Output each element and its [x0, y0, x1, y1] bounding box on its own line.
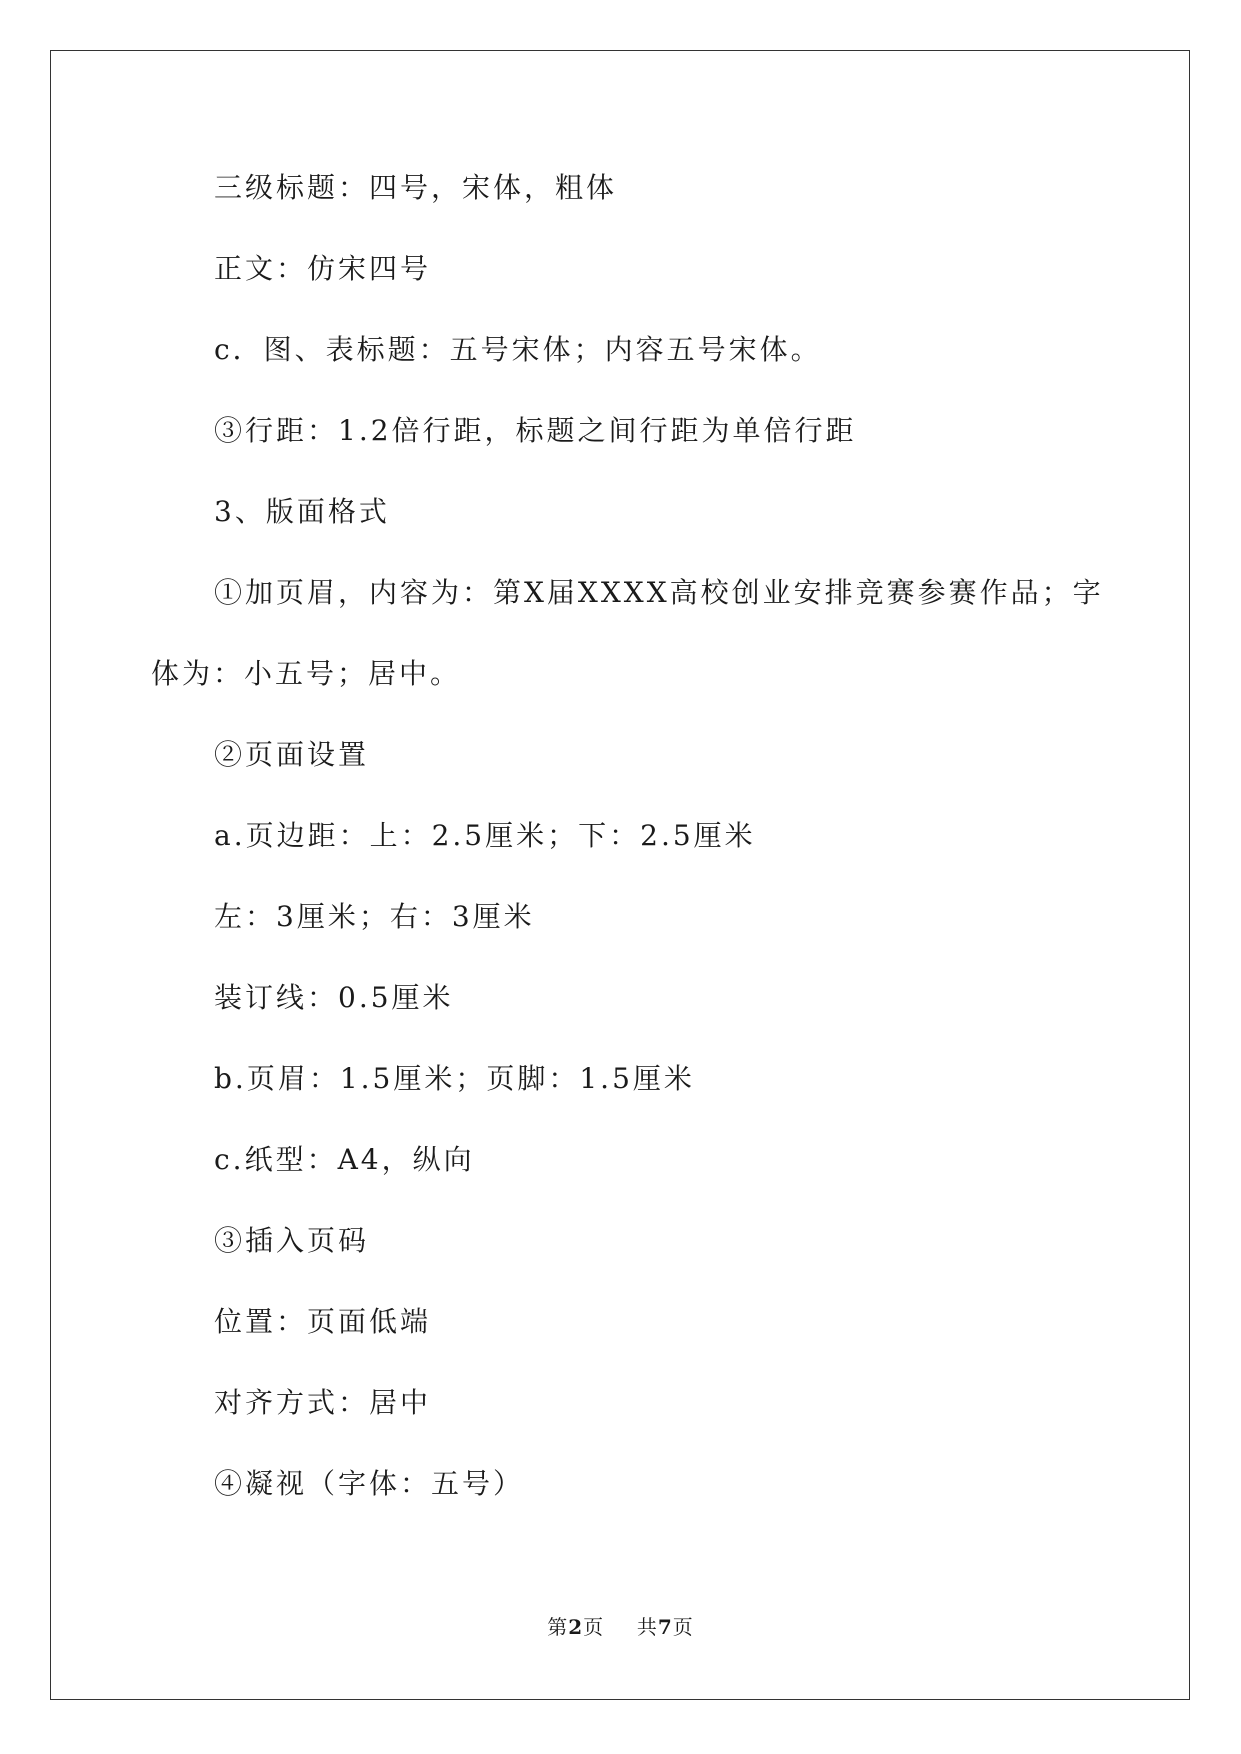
paragraph: 三级标题：四号，宋体，粗体 [214, 171, 618, 204]
paragraph: c.纸型：A4，纵向 [214, 1143, 475, 1176]
paragraph: 装订线：0.5厘米 [214, 981, 454, 1014]
total-suffix: 页 [672, 1615, 694, 1639]
paragraph: c．图、表标题：五号宋体；内容五号宋体。 [214, 333, 822, 366]
paragraph: 正文：仿宋四号 [214, 252, 432, 285]
paragraph: b.页眉：1.5厘米；页脚：1.5厘米 [214, 1062, 695, 1095]
page-prefix: 第 [547, 1615, 569, 1639]
paragraph: ①加页眉，内容为：第X届XXXX高校创业安排竞赛参赛作品；字 [214, 576, 1104, 609]
paragraph: ③行距：1.2倍行距，标题之间行距为单倍行距 [214, 414, 857, 447]
page-footer [0, 1613, 1241, 1641]
paragraph: 位置：页面低端 [214, 1305, 432, 1338]
paragraph: a.页边距：上：2.5厘米；下：2.5厘米 [214, 819, 756, 852]
paragraph-continuation: 体为：小五号；居中。 [151, 657, 462, 690]
paragraph: 对齐方式：居中 [214, 1386, 432, 1419]
paragraph: ③插入页码 [214, 1224, 370, 1257]
total-prefix: 共 [636, 1615, 658, 1639]
total-pages-label [637, 1615, 694, 1639]
paragraph: 左：3厘米；右：3厘米 [214, 900, 535, 933]
paragraph: 3、版面格式 [214, 495, 390, 528]
current-page-number: 2 [568, 1615, 584, 1639]
total-page-number: 7 [657, 1615, 673, 1639]
paragraph: ②页面设置 [214, 738, 370, 771]
page-frame [50, 50, 1190, 1700]
page-number-label [547, 1615, 611, 1639]
page-suffix: 页 [583, 1615, 605, 1639]
paragraph: ④凝视（字体：五号） [214, 1467, 525, 1500]
